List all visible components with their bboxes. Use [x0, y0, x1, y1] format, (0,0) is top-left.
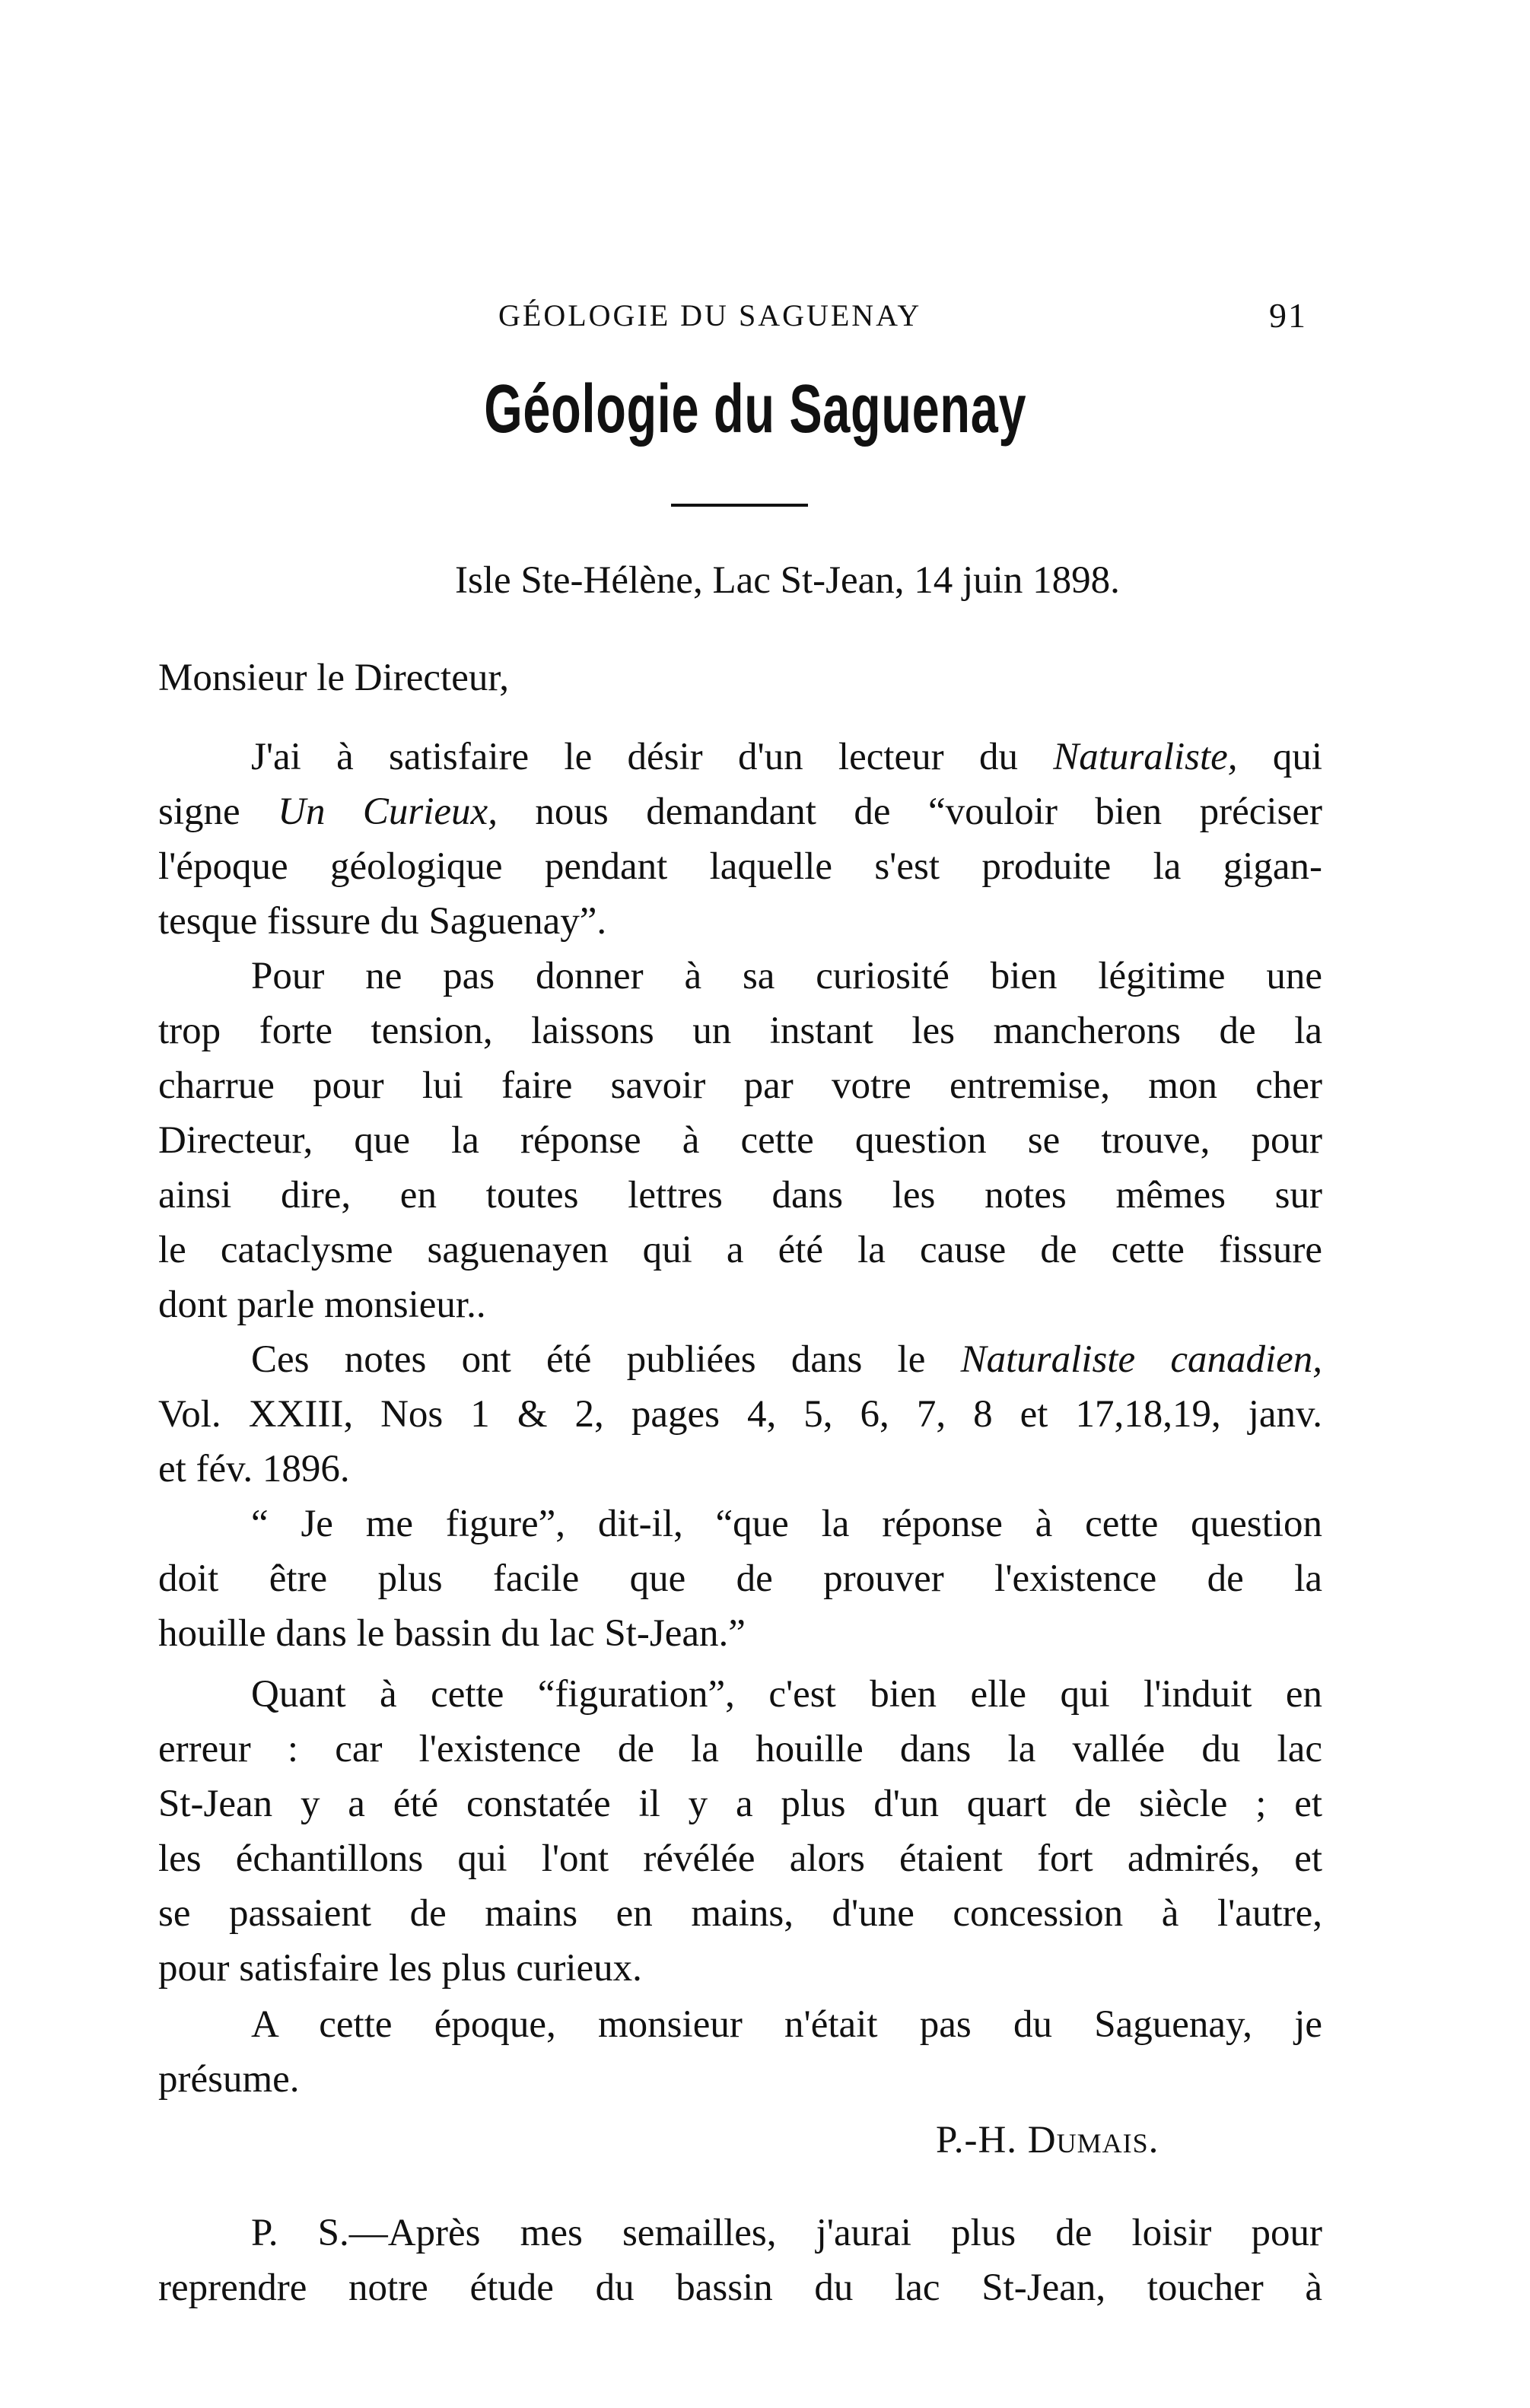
paragraph-5-line-4: les échantillons qui l'ont révélée alors étaient fort admirés, et [158, 1837, 1322, 1880]
text-run: signe [158, 790, 240, 833]
paragraph-3-line-3: et fév. 1896. [158, 1448, 350, 1490]
journal-name: Naturaliste, [1053, 736, 1238, 778]
paragraph-1-line-3: l'époque géologique pendant laquelle s'est produite la gigan- [158, 845, 1322, 888]
running-title: GÉOLOGIE DU SAGUENAY [498, 298, 922, 332]
paragraph-6-line-2: présume. [158, 2058, 300, 2101]
text-run: J'ai à satisfaire le désir d'un lecteur du [251, 736, 1018, 778]
paragraph-2-line-5: ainsi dire, en toutes lettres dans les notes mêmes sur [158, 1174, 1322, 1217]
paragraph-2-line-2: trop forte tension, laissons un instant les mancherons de la [158, 1010, 1322, 1052]
paragraph-6-line-1: A cette époque, monsieur n'était pas du Saguenay, je [251, 2003, 1322, 2046]
running-head [0, 293, 1530, 339]
postscript-line-1: P. S.—Après mes semailles, j'aurai plus de loisir pour [251, 2212, 1322, 2254]
journal-name: Naturaliste canadien, [960, 1338, 1323, 1381]
paragraph-4-line-1: “ Je me figure”, dit-il, “que la réponse à cette question [251, 1503, 1322, 1545]
paragraph-5-line-2: erreur : car l'existence de la houille dans la vallée du lac [158, 1728, 1322, 1770]
pseudonym: Un Curieux, [278, 790, 498, 833]
postscript-line-2: reprendre notre étude du bassin du lac St-Jean, toucher à [158, 2266, 1322, 2309]
salutation: Monsieur le Directeur, [158, 657, 510, 699]
paragraph-2-line-3: charrue pour lui faire savoir par votre entremise, mon cher [158, 1064, 1322, 1107]
paragraph-2-line-6: le cataclysme saguenayen qui a été la cause de cette fissure [158, 1229, 1322, 1271]
signature: P.-H. Dumais. [936, 2119, 1159, 2161]
paragraph-4-line-3: houille dans le bassin du lac St-Jean.” [158, 1612, 746, 1655]
paragraph-1-line-2 [158, 788, 1322, 835]
paragraph-5-line-3: St-Jean y a été constatée il y a plus d'un quart de siècle ; et [158, 1783, 1322, 1825]
article-title: Géologie du Saguenay [484, 371, 1027, 447]
dateline: Isle Ste-Hélène, Lac St-Jean, 14 juin 1898. [455, 559, 1120, 602]
paragraph-2-line-4: Directeur, que la réponse à cette question se trouve, pour [158, 1119, 1322, 1162]
text-run: Ces notes ont été publiées dans le [251, 1338, 926, 1381]
paragraph-5-line-5: se passaient de mains en mains, d'une concession à l'autre, [158, 1892, 1322, 1935]
paragraph-1-line-1 [251, 733, 1322, 781]
text-run: qui [1272, 736, 1323, 778]
paragraph-2-line-7: dont parle monsieur.. [158, 1284, 486, 1326]
page-number: 91 [1269, 296, 1307, 335]
paragraph-4-line-2: doit être plus facile que de prouver l'existence de la [158, 1557, 1322, 1600]
paragraph-3-line-2: Vol. XXIII, Nos 1 & 2, pages 4, 5, 6, 7, 8 et 17,18,19, janv. [158, 1393, 1322, 1436]
paragraph-1-line-4: tesque fissure du Saguenay”. [158, 900, 607, 943]
paragraph-2-line-1: Pour ne pas donner à sa curiosité bien légitime une [251, 955, 1322, 997]
text-run: nous demandant de “vouloir bien préciser [535, 790, 1323, 833]
paragraph-5-line-1: Quant à cette “figuration”, c'est bien elle qui l'induit en [251, 1673, 1322, 1716]
title-rule [671, 504, 808, 507]
paragraph-5-line-6: pour satisfaire les plus curieux. [158, 1947, 642, 1990]
paragraph-3-line-1 [251, 1336, 1322, 1383]
